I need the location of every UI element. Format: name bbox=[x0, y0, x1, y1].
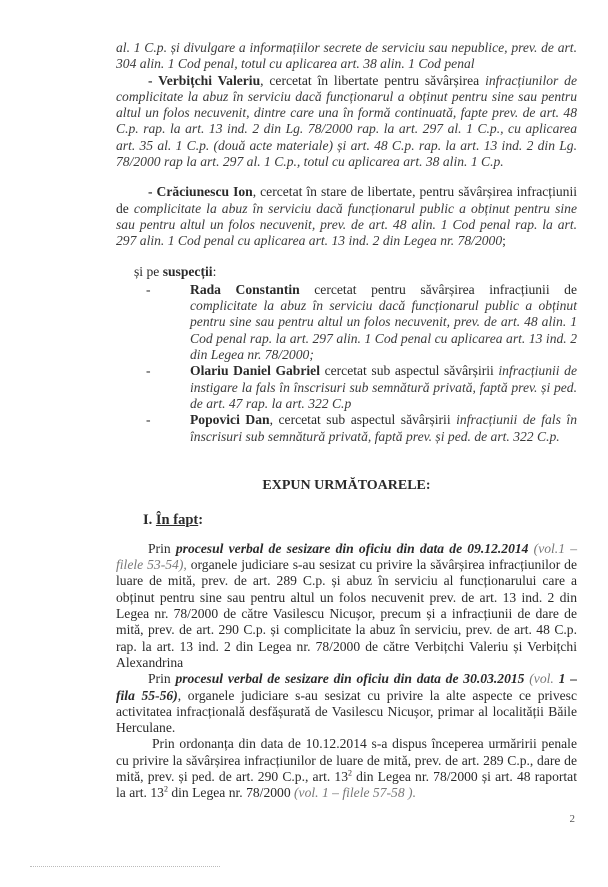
text-segment: cercetat sub aspectul săvârșirii bbox=[320, 363, 499, 379]
text-segment: al. 1 C.p. și divulgare a informațiilor secrete de serviciu sau nepublice, prev. de art. 304 alin. 1 Cod penal, totul cu aplicarea art. 38 alin. 1 Cod penal bbox=[116, 40, 577, 72]
text-segment: din Legea nr. 78/2000 bbox=[167, 785, 295, 801]
text-segment: și pe bbox=[134, 263, 163, 279]
section-heading: EXPUN URMĂTOARELE: bbox=[262, 477, 431, 493]
text-segment: , cercetat în stare de libertate, pentru săvârșirea infracțiunii de bbox=[116, 184, 578, 216]
text-segment: complicitate la abuz în serviciu dacă funcționarul public a obținut pentru sine sau pentru altul un folos necuvenit, prev. de art. 48 alin. 1 Cod penal rap. la art. 297 alin. 1 Cod penal cu aplicarea art. 13 ind. 2 din Legea nr. 78/2000; bbox=[190, 298, 577, 363]
text-segment: Olariu Daniel Gabriel bbox=[190, 363, 320, 379]
paragraph-continuation bbox=[116, 40, 577, 73]
text-segment: procesul verbal de sesizare din oficiu din data de 30.03.2015 bbox=[175, 671, 525, 687]
text-segment: , organele judiciare s-au sesizat cu privire la alte aspecte ce privesc activitatea infracțională desfășurată de Vasilescu Nicușor, primar al localității Băile Herculane. bbox=[116, 687, 577, 736]
text-segment: ; bbox=[502, 233, 506, 249]
suspects-intro bbox=[134, 264, 577, 280]
text-segment: infracțiunii de instigare la fals în înscrisuri sub semnătură privată, faptă prev. și ped. de art. 47 rap. la art. 322 C.p bbox=[190, 363, 577, 411]
text-segment: (vol. bbox=[524, 671, 559, 687]
text-segment: , cercetat sub aspectul săvârșirii bbox=[269, 412, 457, 428]
section-title-text: În fapt bbox=[155, 511, 199, 528]
section-colon: : bbox=[198, 511, 204, 528]
page-number: 2 bbox=[569, 812, 575, 825]
suspect-item bbox=[116, 363, 577, 412]
suspect-item bbox=[116, 282, 577, 363]
text-segment: 2 bbox=[163, 784, 168, 794]
text-segment: - Crăciunescu Ion bbox=[148, 184, 253, 200]
facts-paragraph-2 bbox=[116, 671, 577, 736]
text-segment: 2 bbox=[348, 768, 353, 778]
scan-artifact bbox=[30, 866, 220, 867]
suspect-item-rada-constantin bbox=[190, 282, 577, 363]
facts-paragraph-3 bbox=[116, 736, 577, 801]
text-segment: cercetat pentru săvârșirea infracțiunii de bbox=[299, 281, 577, 297]
text-segment: procesul verbal de sesizare din oficiu din data de 09.12.2014 bbox=[175, 540, 529, 556]
text-segment: suspecții bbox=[162, 263, 213, 279]
text-segment: infracțiunii de fals în înscrisuri sub semnătură privată, faptă prev. și ped. de art. 322 C.p. bbox=[190, 412, 577, 444]
text-segment: (vol. 1 – filele 57-58 ). bbox=[294, 785, 416, 801]
text-segment: 1 – fila 55-56) bbox=[116, 671, 577, 703]
section-title bbox=[143, 511, 577, 529]
list-dash: - bbox=[146, 363, 151, 379]
list-dash: - bbox=[146, 281, 151, 297]
text-segment: - Verbițchi Valeriu bbox=[148, 72, 261, 88]
suspects-list bbox=[116, 282, 577, 445]
section-number: I. bbox=[143, 511, 156, 528]
text-segment: complicitate la abuz în serviciu dacă funcționarul public a obținut pentru sine sau pentru altul un folos necuvenit, prev. de art. 48 alin. 1 Cod penal rap. la art. 297 alin. 1 Cod penal cu aplicarea art. 13 ind. 2 din Legea nr. 78/2000 bbox=[116, 200, 577, 249]
suspect-item-popovici-dan bbox=[190, 412, 577, 445]
paragraph-craciunescu-ion bbox=[116, 184, 577, 249]
text-segment: organele judiciare s-au sesizat cu privire la săvârșirea infracțiunilor de luare de mită, prev. de art. 289 C.p. și abuz în serviciu al funcționarului care a obținut pentru sine sau pentru altul un folos necuvenit prev. de art. 13 ind. 2 din Legea nr. 78/2000 de către Vasilescu Nicușor, precum și a infracțiunii de dare de mită, prev. de art. 290 C.p. și complicitate la abuz în serviciu, prev. de art. 48 C.p. rap. la art. 13 ind. 2 din Legea nr. 78/2000 de către Verbițchi Valeriu și Verbițchi Alexandrina bbox=[116, 557, 577, 670]
text-segment: : bbox=[212, 263, 217, 279]
text-segment: din Legea nr. 78/2000 și art. 48 raportat la art. 13 bbox=[116, 768, 577, 801]
text-segment: infracțiunilor de complicitate la abuz în serviciu dacă funcționarul a obținut pentru sine sau pentru altul un folos necuvenit, dintre care una în formă continuată, fapte prev. de art. 48 C.p. rap. la art. 13 ind. 2 din Lg. 78/2000 rap. la art. 297 al. 1 C.p., cu aplicarea art. 35 al. 1 C.p. (două acte materiale) și art. 48 C.p. rap. la art. 13 ind. 2 din Lg. 78/2000 rap la art. 297 al. 1 C.p., totul cu aplicarea art. 38 alin. 1 C.p. bbox=[116, 72, 577, 170]
text-segment: Prin ordonanța din data de 10.12.2014 s-a dispus începerea urmăririi penale cu privire la săvârșirea infracțiunilor de luare de mită, prev. de art. 289 C.p., dare de mită, prev. și ped. de art. 290 C.p., art. 13 bbox=[116, 736, 577, 784]
list-dash: - bbox=[146, 412, 151, 428]
text-segment: , cercetat în libertate pentru săvârșirea bbox=[260, 72, 486, 88]
text-segment: (vol.1 – filele 53-54), bbox=[116, 540, 577, 573]
text-segment: Rada Constantin bbox=[190, 281, 300, 297]
facts-paragraph-1 bbox=[116, 541, 577, 671]
paragraph-verbitchi-valeriu bbox=[116, 73, 577, 171]
text-segment: Popovici Dan bbox=[190, 412, 270, 428]
text-segment: Prin bbox=[148, 671, 176, 687]
suspect-item-olariu-daniel-gabriel bbox=[190, 363, 577, 412]
text-segment: Prin bbox=[148, 540, 176, 556]
suspect-item bbox=[116, 412, 577, 445]
